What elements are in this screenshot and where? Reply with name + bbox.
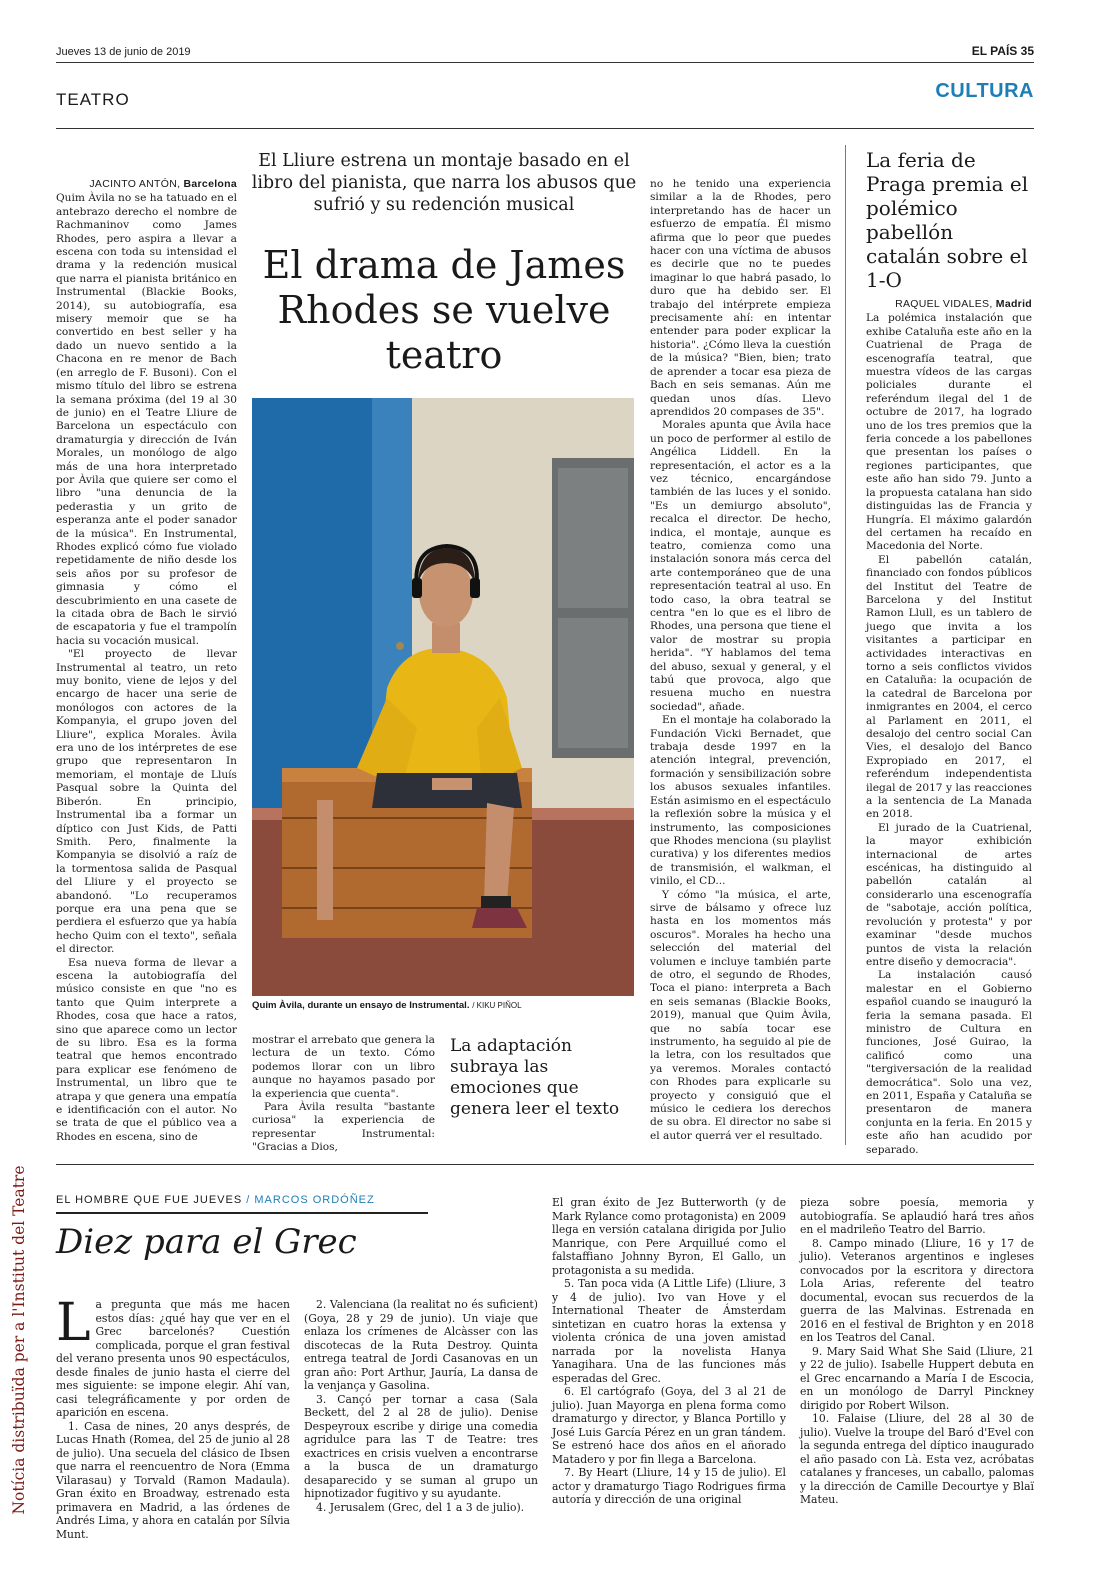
paragraph: Para Àvila resulta "bastante curiosa" la experiencia de representar Instrumental: "Gracias a Dios,	[252, 1101, 435, 1154]
distribution-note-text: Notícia distribuïda per a l'Institut del Teatre	[10, 1165, 28, 1515]
side-article-headline: La feria de Praga premia el polémico pabellón catalán sobre el 1-O	[866, 148, 1029, 292]
paragraph: 8. Campo minado (Lliure, 16 y 17 de julio). Veteranos argentinos e ingleses convocados por la escritora y directora Lola Arias, referente del teatro documental, evocan sus recuerdos de la guerra de las Malvinas. Estrenada en 2016 en el festival de Brighton y en 2018 en los Teatros del Canal.	[800, 1236, 1034, 1344]
photo-illustration	[252, 398, 634, 996]
side-article-body	[866, 298, 1032, 1157]
paragraph: Morales apunta que Àvila hace un poco de performer al estilo de Angélica Liddell. En la representación, el actor es a la vez técnico, encargándose también de las luces y el sonido. "Es un demiurgo absoluto", recalca el director. De hecho, indica, el montaje, aunque es teatro, comienza como una instalación sonora más cerca del arte contemporáneo que de una representación teatral al uso. En todo caso, la obra teatral se centra "en lo que es el libro de Rhodes, una persona que tiene el valor de mostrar su propia herida". "Y hablamos del tema del abuso, sexual y general, y el tabú que provoca, algo que resuena mucho en nuestra sociedad", añade.	[650, 419, 831, 713]
label-separator: /	[246, 1194, 251, 1206]
paragraph: La instalación causó malestar en el Gobierno español cuando se inauguró la feria la semana pasada. El ministro de Cultura en funciones, José Guirao, la calificó como una "tergiversación de la realidad democrática". Solo una vez, en 2011, España y Cataluña se presentaron de manera conjunta en la feria. En 2015 y este año han acudido por separado.	[866, 969, 1032, 1156]
opinion-column-2	[304, 1298, 538, 1514]
paragraph	[56, 1293, 290, 1420]
paper-name-and-page	[972, 44, 1034, 58]
paragraph: pieza sobre poesía, memoria y autobiografía. Se aplaudió hará tres años en el madrileño Teatro del Barrio.	[800, 1196, 1034, 1236]
issue-date: Jueves 13 de junio de 2019	[56, 46, 191, 58]
section-label-cultura: CULTURA	[935, 80, 1034, 102]
paragraph: no he tenido una experiencia similar a la de Rhodes, pero interpretando has de hacer un esfuerzo de empatía. Él mismo afirma que lo peor que puedes hacer con una víctima de abusos es decirle que no te puedes imaginar lo que habrá pasado, lo duro que ha debido ser. El trabajo del intérprete empieza precisamente ahí: en intentar entender para poder explicar la historia". ¿Cómo lleva la cuestión de la música? "Bien, bien; trato de aprender a tocar esa pieza de Bach en seis semanas. Aún me quedan unos días. Llevo aprendidos 20 compases de 35".	[650, 178, 831, 418]
section-label-teatro: TEATRO	[56, 90, 130, 109]
caption-text: Quim Àvila, durante un ensayo de Instrumental.	[252, 1000, 470, 1011]
paragraph: El pabellón catalán, financiado con fondos públicos del Institut del Teatre de Barcelona y del Institut Ramon Llull, es un tablero de juego que invita a los visitantes a participar en actividades interactivas en torno a seis conflictos vividos en Cataluña: la ocupación de la catedral de Barcelona por inmigrantes en 2004, el cerco al Parlament en 2011, el desalojo del centro social Can Vies, el desalojo del Banco Expropiado en 2017, el referéndum independentista ilegal de 2017 y las reacciones a la sentencia de La Manada en 2018.	[866, 553, 1032, 821]
distribution-note	[8, 1130, 30, 1550]
paragraph: 7. By Heart (Lliure, 14 y 15 de julio). El actor y dramaturgo Tiago Rodrigues firma autoría y dirección de una original	[552, 1466, 786, 1506]
article-photo	[252, 398, 634, 996]
opinion-column-1	[56, 1293, 290, 1541]
column-name: EL HOMBRE QUE FUE JUEVES	[56, 1194, 243, 1206]
article-headline: El drama de James Rhodes se vuelve teatro	[262, 243, 626, 377]
photo-credit: / KIKU PIÑOL	[472, 1001, 522, 1010]
main-article-column-3	[650, 178, 831, 1143]
column-divider	[845, 145, 846, 1145]
side-byline-city: Madrid	[995, 298, 1032, 310]
page-number: 35	[1020, 44, 1034, 58]
paper-name: EL PAÍS	[971, 44, 1018, 58]
paragraph: 2. Valenciana (la realitat no és suficient) (Goya, 28 y 29 de junio). Un viaje que enlaza los crímenes de Alcàsser con las discotecas de la Ruta Destroy. Quinta entrega teatral de Jordi Casanovas en un gran año: Port Arthur, Jauría, La dansa de la venjança y Gasolina.	[304, 1298, 538, 1392]
paragraph: 10. Falaise (Lliure, del 28 al 30 de julio). Vuelve la troupe del Baró d'Evel con la segunda entrega del díptico inaugurado el año pasado con Là. Esta vez, acróbatas catalanes y franceses, un caballo, palomas y la dirección de Camille Decourtye y Blaï Mateu.	[800, 1412, 1034, 1506]
side-byline	[866, 298, 1032, 311]
byline-author: JACINTO ANTÓN,	[89, 178, 181, 190]
paragraph: 1. Casa de nines, 20 anys després, de Lucas Hnath (Romea, del 25 de junio al 28 de julio). Una secuela del clásico de Ibsen que narra el reencuentro de Nora (Emma Vilarasau) y Torvald (Ramon Madaula). Gran éxito en Broadway, estrenado esta primavera en Madrid, a las órdenes de Andrés Lima, y ahora en catalán por Sílvia Munt.	[56, 1419, 290, 1541]
section-rule	[56, 128, 1034, 129]
paragraph: mostrar el arrebato que genera la lectura de un texto. Cómo podemos llorar con un libro aunque no hayamos pasado por la experiencia que cuenta".	[252, 1034, 435, 1100]
paragraph: El gran éxito de Jez Butterworth (y de Mark Rylance como protagonista) en 2009 llega en versión catalana dirigida por Julio Manrique, con Pere Arquillué como el falstaffiano Johnny Byron, El Gallo, un protagonista a su medida.	[552, 1196, 786, 1277]
opinion-column-4	[800, 1196, 1034, 1507]
paragraph: 4. Jerusalem (Grec, del 1 a 3 de julio).	[316, 1500, 525, 1514]
article-subhead: El Lliure estrena un montaje basado en el libro del pianista, que narra los abusos que sufrió y su redención musical	[251, 151, 637, 215]
paragraph: 3. Cançó per tornar a casa (Sala Beckett, del 2 al 28 de julio). Denise Despeyroux escribe y dirige una comedia agridulce para las T de Teatre: tres exactrices en crisis vuelven a encontrarse a la busca de un dramaturgo desaparecido y se suman al grupo un hipnotizador fugitivo y su ayudante.	[304, 1392, 538, 1500]
opinion-label-rule	[56, 1212, 428, 1214]
side-byline-author: RAQUEL VIDALES,	[895, 298, 993, 310]
paragraph: Y cómo "la música, el arte, sirve de bálsamo y ofrece luz hasta en los momentos más oscuros". Morales ha hecho una selección del material del volumen e incluye también parte de otro, el segundo de Rhodes, Toca el piano: interpreta a Bach en seis semanas (Blackie Books, 2019), manual que Quim Àvila, que no sabía tocar ese instrumento, ha seguido al pie de la letra, con los resultados que ya veremos. Morales contactó con Rhodes para explicarle su proyecto y consiguió que el músico le cediera los derechos de su obra. El director no sabe si el autor querrá ver el resultado.	[650, 888, 831, 1142]
paragraph: El jurado de la Cuatrienal, la mayor exhibición internacional de artes escénicas, ha distinguido al pabellón catalán al considerarlo una escenografía de "sabotaje, acción política, revolución y protesta" y por examinar "desde muchos puntos de vista la relación entre diseño y democracia".	[866, 821, 1032, 968]
header-rule	[56, 62, 1034, 63]
paragraph: Esa nueva forma de llevar a escena la autobiografía del músico consiste en que "no es tanto que Quim interprete a Rhodes, cosa que hace a ratos, sino que aparece como un lector de su libro. Esa es la forma teatral que hemos encontrado para explicar ese fenómeno de Instrumental, un libro que te atrapa y que genera una empatía e identificación con el autor. No se trata de que el público vea a Rhodes en escena, sino de	[56, 956, 237, 1143]
opinion-column-label	[56, 1194, 375, 1206]
opinion-title: Diez para el Grec	[56, 1222, 357, 1262]
photo-caption	[252, 1000, 634, 1011]
paragraph: En el montaje ha colaborado la Fundación Vicki Bernadet, que trabaja desde 1997 en la atención integral, prevención, formación y sensibilización sobre los abusos sexuales infantiles. Están asimismo en el espectáculo la reflexión sobre la música y el instrumento, las composiciones que Rhodes menciona (su playlist curativa) y los diferentes medios de transmisión, el walkman, el vinilo, el CD...	[650, 714, 832, 888]
opinion-column-3	[552, 1196, 786, 1507]
paragraph: 9. Mary Said What She Said (Lliure, 21 y 22 de julio). Isabelle Huppert debuta en el Grec encarnando a María I de Escocia, en un monólogo de Darryl Pinckney dirigido por Robert Wilson.	[800, 1344, 1034, 1412]
pull-quote: La adaptación subraya las emociones que genera leer el texto	[450, 1036, 620, 1119]
lead-text: a pregunta que más me hacen estos días: ¿qué hay que ver en el Grec barcelonés? Cuestión complicada, porque el gran festival del verano presenta unos 90 espectáculos, desde finales de junio hasta el cierre del mes siguiente: se impone elegir. Ahí van, casi telegráficamente y por orden de aparición en escena.	[56, 1298, 290, 1419]
column-author: MARCOS ORDÓÑEZ	[254, 1194, 375, 1206]
drop-cap: L	[56, 1293, 91, 1353]
paragraph: 5. Tan poca vida (A Little Life) (Lliure, 3 y 4 de julio). Ivo van Hove y el International Theater de Ámsterdam sintetizan en cuatro horas la extensa y violenta crónica de una joven amistad narrada por la novelista Hanya Yanagihara. Una de las funciones más esperadas del Grec.	[552, 1277, 786, 1385]
paragraph: La polémica instalación que exhibe Cataluña este año en la Cuatrienal de Praga de escenografía teatral, que muestra vídeos de las cargas policiales durante el referéndum ilegal del 1 de octubre de 2017, ha logrado uno de los tres premios que la feria concede a los pabellones que presentan los países o regiones participantes, que este año han sido 79. Junto a la propuesta catalana han sido distinguidas las de Francia y Hungría. El máximo galardón del certamen ha recaído en Macedonia del Norte.	[866, 312, 1032, 553]
paragraph: "El proyecto de llevar Instrumental al teatro, un reto muy bonito, viene de lejos y del encargo de hacer una serie de monólogos con actores de la Kompanyia, el grupo joven del Lliure", explica Morales. Àvila era uno de los intérpretes de ese grupo que representaron In memoriam, el montaje de Lluís Pasqual sobre la Quinta del Biberón. En principio, Instrumental iba a formar un díptico con Just Kids, de Patti Smith. Pero, finalmente la Kompanyia se disolvió a raíz de la tormentosa salida de Pasqual del Lliure y el proyecto se abandonó. "Lo recuperamos porque era una pena que se perdiera el esfuerzo que ya había hecho Quim con el texto", señala el director.	[56, 648, 237, 956]
paragraph: 6. El cartógrafo (Goya, del 3 al 21 de julio). Juan Mayorga en plena forma como dramaturgo y director, y Blanca Portillo y José Luis García Pérez en un gran tándem. Se estrenó hace dos años en el añorado Matadero y por fin llega a Barcelona.	[552, 1385, 786, 1466]
main-article-column-1	[56, 178, 237, 1144]
main-article-column-2	[252, 1034, 435, 1155]
bottom-section-rule	[56, 1164, 1034, 1165]
byline-city: Barcelona	[183, 178, 237, 190]
paragraph: Quim Àvila no se ha tatuado en el antebrazo derecho el nombre de Rachmaninov como James Rhodes, pero aspira a llevar a escena con toda su intensidad el drama y la redención musical que narra el pianista británico en Instrumental (Blackie Books, 2014), su autobiografía, esa misery memoir que se ha convertido en best seller y ha dado un nuevo sentido a la Chacona en re menor de Bach (en arreglo de F. Busoni). Con el mismo título del libro se estrena la semana próxima (del 19 al 30 de junio) en el Teatre Lliure de Barcelona un espectáculo con dramaturgia y dirección de Iván Morales, un monólogo de algo más de una hora interpretado por Àvila que quiere ser como el libro "una denuncia de la pederastia y un grito de esperanza ante el poder sanador de la música". En Instrumental, Rhodes explicó cómo fue violado repetidamente de niño desde los seis años por su profesor de gimnasia y cómo el descubrimiento en una casete de la citada obra de Bach le sirvió de escapatoria y fue el trampolín hacia su vocación musical.	[56, 192, 237, 647]
byline	[56, 178, 237, 191]
